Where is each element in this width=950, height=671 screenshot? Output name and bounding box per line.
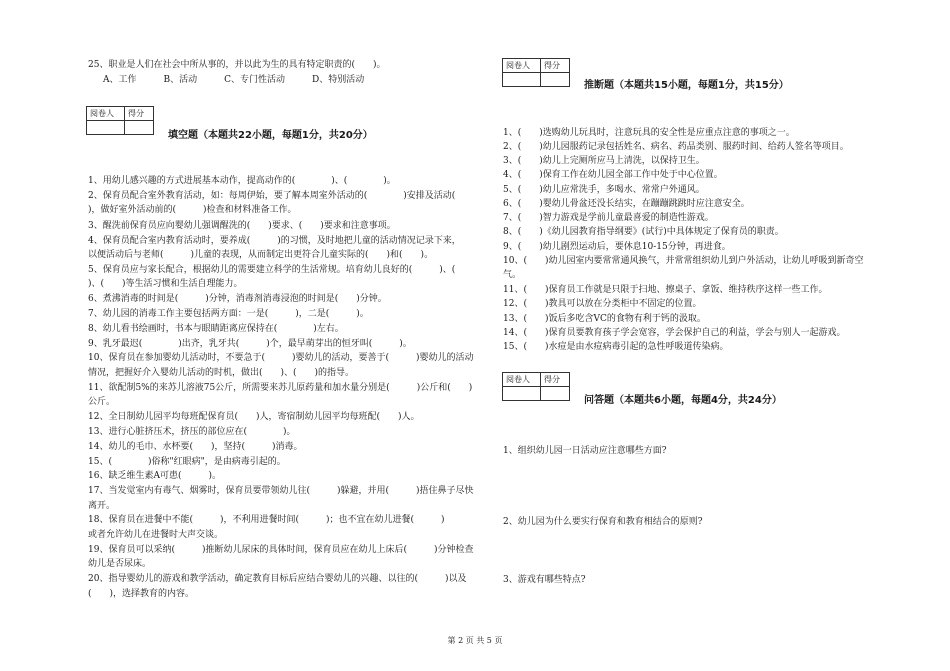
judge-line: 气。	[503, 270, 522, 280]
judge-line: 14、( )保育员要教育孩子学会宽容，学会保护自己的利益，学会与别人一起游戏。	[503, 328, 846, 338]
fill-line: 1、用幼儿感兴趣的方式进展基本动作，提高动作的( )、( )。	[88, 176, 396, 186]
judge-line: 7、( )智力游戏是学前儿童最喜爱的制造性游戏。	[503, 213, 714, 223]
fill-line: )、( )等生活习惯和生活自理能力。	[88, 279, 243, 289]
fill-line: 公斤。	[88, 397, 116, 407]
reviewer-label: 阅卷人	[87, 107, 125, 121]
judge-line: 15、( )水痘是由水痘病毒引起的急性呼吸道传染病。	[503, 342, 729, 352]
score-cell	[541, 73, 570, 87]
judge-line: 6、( )婴幼儿骨盆还没长结实，在蹦蹦跳跳时应注意安全。	[503, 199, 750, 209]
fill-line: 9、乳牙最迟( )出齐，乳牙共( )个，最早萌芽出的恒牙叫( )。	[88, 339, 412, 349]
question-25-stem: 25、职业是人们在社会中所从事的，并以此为生的具有特定职责的( )。	[88, 60, 386, 70]
qa-section-title: 问答题（本题共6小题，每题4分，共24分）	[584, 395, 782, 406]
fill-line: 离开。	[88, 501, 116, 511]
judge-line: 12、( )教具可以放在分类柜中不固定的位置。	[503, 299, 702, 309]
fill-line: 4、保育员配合室内教育活动时，要养成( )的习惯，及时地把儿童的活动情况记录下来，	[88, 236, 461, 246]
reviewer-cell	[503, 73, 541, 87]
fill-line: ( )，选择教育的内容。	[88, 589, 195, 599]
judge-line: 13、( )饭后多吃含VC的食物有利于钙的汲取。	[503, 314, 706, 324]
page-footer: 第 2 页 共 5 页	[447, 636, 503, 645]
fill-line: 18、保育员在进餐中不能( )，不利用进餐时间( )；也不宜在幼儿进餐( )	[88, 515, 445, 525]
qa-question: 1、组织幼儿园一日活动应注意哪些方面?	[503, 446, 667, 456]
fill-line: 5、保育员应与家长配合，根据幼儿的需要建立科学的生活常规。培育幼儿良好的( )、(	[88, 265, 456, 275]
fill-line: 15、( )俗称"红眼病"，是由病毒引起的。	[88, 457, 286, 467]
fill-score-box	[86, 106, 154, 135]
fill-line: 8、幼儿看书绘画时，书本与眼睛距离应保持在( )左右。	[88, 324, 344, 334]
reviewer-label: 阅卷人	[503, 59, 541, 73]
score-label: 得分	[541, 59, 570, 73]
judge-line: 10、( )幼儿园室内要常常通风换气，并常常组织幼儿到户外活动，让幼儿呼吸到新奇空	[503, 256, 864, 266]
fill-line: 14、幼儿的毛巾、水杯要( )，坚持( )消毒。	[88, 442, 303, 452]
fill-line: 3、醒洗前保育员应向婴幼儿强调醒洗的( )要求、( )要求和注意事项。	[88, 221, 396, 231]
reviewer-cell	[87, 121, 125, 135]
score-label: 得分	[541, 373, 570, 387]
fill-line: 或者允许幼儿在进餐时大声交谈。	[88, 530, 224, 540]
judge-section-title: 推断题（本题共15小题，每题1分，共15分）	[584, 80, 789, 91]
fill-line: 11、欲配制5%的来苏儿溶液75公斤，所需要来苏儿原药量和加水量分别是( )公斤和( )	[88, 383, 473, 393]
fill-line: 7、幼儿园的消毒工作主要包括两方面：一是( )，二是( )。	[88, 309, 369, 319]
judge-line: 8、( )《幼儿园教育指导纲要》(试行)中具体规定了保育员的职责。	[503, 227, 784, 237]
fill-line: 10、保育员在参加婴幼儿活动时，不要急于( )婴幼儿的活动，要善于( )婴幼儿的活动	[88, 353, 474, 363]
fill-line: 17、当发觉室内有毒气、烟雾时，保育员要带领幼儿往( )躲避，并用( )捂住鼻子尽快	[88, 486, 474, 496]
fill-line: 13、进行心脏挤压术，挤压的部位应在( )。	[88, 427, 296, 437]
fill-line: 12、全日制幼儿园平均每班配保育员( )人，寄宿制幼儿园平均每班配( )人。	[88, 412, 420, 422]
fill-line: 以便活动后与老师( )儿童的表现，从而制定出更符合儿童实际的( )和( )。	[88, 250, 434, 260]
fill-line: 20、指导婴幼儿的游戏和教学活动，确定教育目标后应结合婴幼儿的兴趣、以往的( )以及	[88, 574, 467, 584]
fill-line: 幼儿是否尿床。	[88, 559, 152, 569]
fill-section-title: 填空题（本题共22小题，每题1分，共20分）	[168, 130, 373, 141]
question-25-options: A、工作 B、活动 C、专门性活动 D、特别活动	[103, 75, 365, 85]
score-label: 得分	[125, 107, 154, 121]
qa-question: 2、幼儿园为什么要实行保育和教育相结合的原则?	[503, 517, 703, 527]
fill-line: 16、缺乏维生素A可患( )。	[88, 471, 221, 481]
score-cell	[125, 121, 154, 135]
fill-line: 情况，把握好介入婴幼儿活动的时机，做出( )、( )的指导。	[88, 368, 355, 378]
judge-score-box	[502, 58, 570, 87]
qa-score-box	[502, 372, 570, 401]
judge-line: 1、( )选购幼儿玩具时，注意玩具的安全性是应重点注意的事项之一。	[503, 128, 795, 138]
reviewer-cell	[503, 387, 541, 401]
reviewer-label: 阅卷人	[503, 373, 541, 387]
judge-line: 3、( )幼儿上完厕所应马上清洗，以保持卫生。	[503, 156, 705, 166]
judge-line: 2、( )幼儿园服药记录包括姓名、病名、药品类别、服药时间、给药人签名等项目。	[503, 142, 849, 152]
judge-line: 11、( )保育员工作就是只限于扫地、擦桌子、拿饭、维持秩序这样一些工作。	[503, 285, 828, 295]
fill-line: 19、保育员可以采纳( )推断幼儿尿床的具体时间，保育员应在幼儿上床后( )分钟检查	[88, 545, 474, 555]
judge-line: 9、( )幼儿剧烈运动后，要休息10-15分钟，再进食。	[503, 242, 731, 252]
qa-question: 3、游戏有哪些特点?	[503, 575, 586, 585]
score-cell	[541, 387, 570, 401]
judge-line: 4、( )保育工作在幼儿园全部工作中处于中心位置。	[503, 170, 723, 180]
judge-line: 5、( )幼儿应常洗手，多喝水、常常户外通风。	[503, 185, 705, 195]
fill-line: 2、保育员配合室外教育活动，如：每周伊始，要了解本周室外活动的( )安排及活动(	[88, 191, 456, 201]
fill-line: 6、煮沸消毒的时间是( )分钟，消毒剂消毒浸泡的时间是( )分钟。	[88, 294, 387, 304]
fill-line: )，做好室外活动前的( )检查和材料准备工作。	[88, 205, 297, 215]
